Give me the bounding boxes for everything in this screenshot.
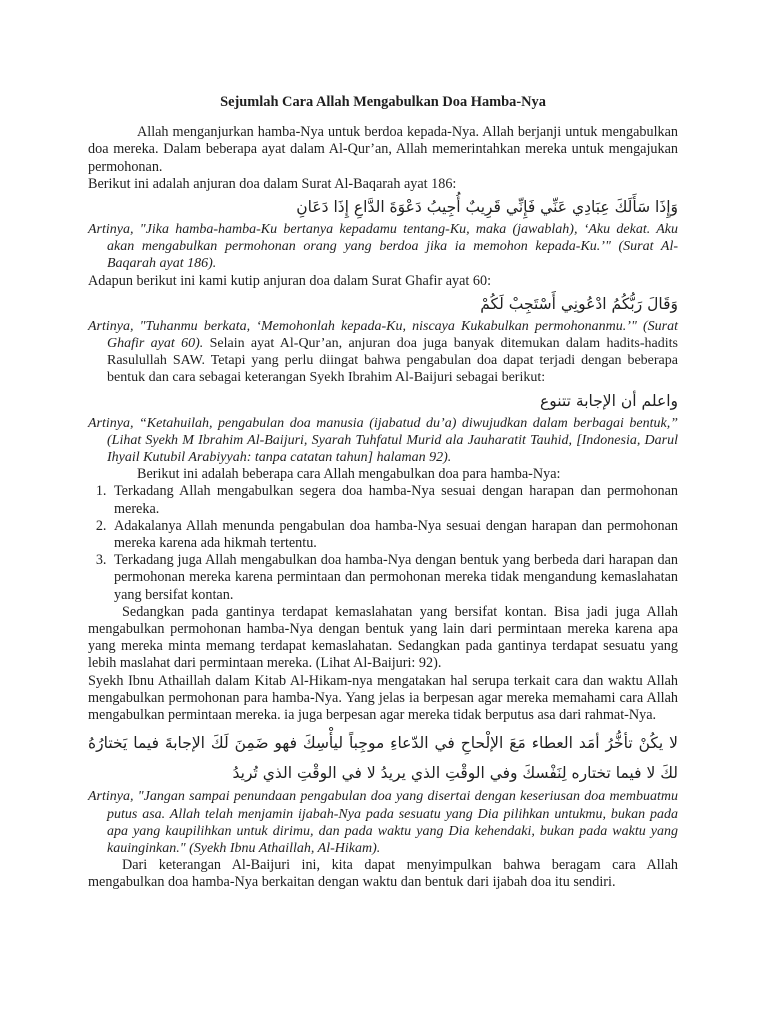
document-title: Sejumlah Cara Allah Mengabulkan Doa Hamba-Nya [220,94,546,110]
list-item: 1. Terkadang Allah mengabulkan segera doa hamba-Nya sesuai dengan harapan dan permohonan mereka. [110,483,678,517]
paragraph-ibnu-athaillah: Syekh Ibnu Athaillah dalam Kitab Al-Hikam-nya mengatakan hal serupa terkait cara dan waktu Allah mengabulkan permohonan para hamba-Nya. Yang jelas ia berpesan agar mereka memahami cara Allah mengabulkan permintaan mereka. ia juga berpesan agar mereka tidak berputus asa dari rahmat-Nya. [88,672,678,724]
translation-baqarah: Artinya, "Jika hamba-hamba-Ku bertanya kepadamu tentang-Ku, maka (jawablah), ‘Aku dekat. Aku akan mengabulkan permohonan orang yang berdoa jika ia memohon kepada-Ku.’" (Surat Al-Baqarah ayat 186). [88,222,678,272]
arabic-quote-baijuri: واعلم أن الإجابة تتنوع [540,391,678,410]
conclusion-paragraph: Dari keterangan Al-Baijuri ini, kita dapat menyimpulkan bahwa beragam cara Allah mengabulkan doa hamba-Nya berkaitan dengan waktu dan bentuk dari ijabah doa itu sendiri. [88,857,678,891]
translation-ghafir-italic: Artinya, "Tuhanmu berkata, ‘Memohonlah kepada-Ku, niscaya Kukabulkan permohonanmu.’" (Surat Ghafir ayat 60). [88,318,678,352]
paragraph-kemaslahatan: Sedangkan pada gantinya terdapat kemaslahatan yang bersifat kontan. Bisa jadi juga Allah mengabulkan permohonan hamba-Nya dengan bentuk yang lain dari permintaan mereka karena apa yang mereka minta memang terdapat kemaslahatan. Sedangkan pada gantinya terdapat sesuatu yang lebih maslahat dari permintaan mereka. (Lihat Al-Baijuri: 92). [88,603,678,672]
paragraph-ghafir-intro: Adapun berikut ini kami kutip anjuran doa dalam Surat Ghafir ayat 60: [88,272,492,289]
ways-list [88,483,678,603]
list-item: 3. Terkadang juga Allah mengabulkan doa hamba-Nya dengan bentuk yang berbeda dari harapan dan permohonan mereka karena permintaan dan permohonan mereka tidak mengandung kemaslahatan yang bersifat kontan. [110,552,678,604]
translation-baijuri: Artinya, “Ketahuilah, pengabulan doa manusia (ijabatud du’a) diwujudkan dalam berbagai bentuk,” (Lihat Syekh M Ibrahim Al-Baijuri, Syarah Tuhfatul Murid ala Jauharatit Tauhid, [Indonesia, Darul Ihyail Kutubil Arabiyyah: tanpa catatan tahun] halaman 92). [88,415,678,466]
paragraph-list-intro: Berikut ini adalah beberapa cara Allah mengabulkan doa para hamba-Nya: [137,466,561,483]
arabic-verse-ghafir: وَقَالَ رَبُّكُمُ ادْعُونِي أَسْتَجِبْ لَكُمْ [480,294,678,313]
translation-hikam: Artinya, "Jangan sampai penundaan pengabulan doa yang disertai dengan keseriusan doa membuatmu putus asa. Allah telah menjamin ijabah-Nya pada sesuatu yang Dia pilihkan untukmu, bukan pada apa yang kaupilihkan untuk dirimu, dan pada waktu yang Dia kehendaki, bukan pada waktu yang kauinginkan." (Syekh Ibnu Athaillah, Al-Hikam). [88,789,678,856]
translation-ghafir-continuation: Selain ayat Al-Qur’an, anjuran doa juga banyak ditemukan dalam hadits-hadits Rasulullah SAW. Tetapi yang perlu diingat bahwa pengabulan doa dapat terjadi dengan beberapa bentuk dan cara sebagai keterangan Syekh Ibrahim Al-Baijuri sebagai berikut: [107,336,678,386]
arabic-quote-hikam: لا يكُنْ تأخُّرُ أمَد العطاء مَعَ الإلْحاحِ في الدّعاءِ موجِباً ليأْسِكَ فهو ضَمِنَ لَكَ الإجابةَ فيما يَختارُهُ لكَ لا فيما تختاره لِنَفْسكَ وفي الوقْتِ الذي يريدُ لا في الوقْتِ الذي تُريدُ [88,734,678,783]
list-item: 2. Adakalanya Allah menunda pengabulan doa hamba-Nya sesuai dengan harapan dan permohonan mereka karena ada hikmah tertentu. [110,518,678,552]
paragraph-baqarah-intro: Berikut ini adalah anjuran doa dalam Surat Al-Baqarah ayat 186: [88,175,457,192]
intro-paragraph: Allah menganjurkan hamba-Nya untuk berdoa kepada-Nya. Allah berjanji untuk mengabulkan doa mereka. Dalam beberapa ayat dalam Al-Qur’an, Allah memerintahkan mereka untuk mengajukan permohonan. [88,124,678,175]
translation-ghafir [88,318,678,387]
arabic-verse-baqarah: وَإِذَا سَأَلَكَ عِبَادِي عَنِّي فَإِنِّي قَرِيبٌ أُجِيبُ دَعْوَةَ الدَّاعِ إِذَا دَعَانِ [296,198,678,217]
